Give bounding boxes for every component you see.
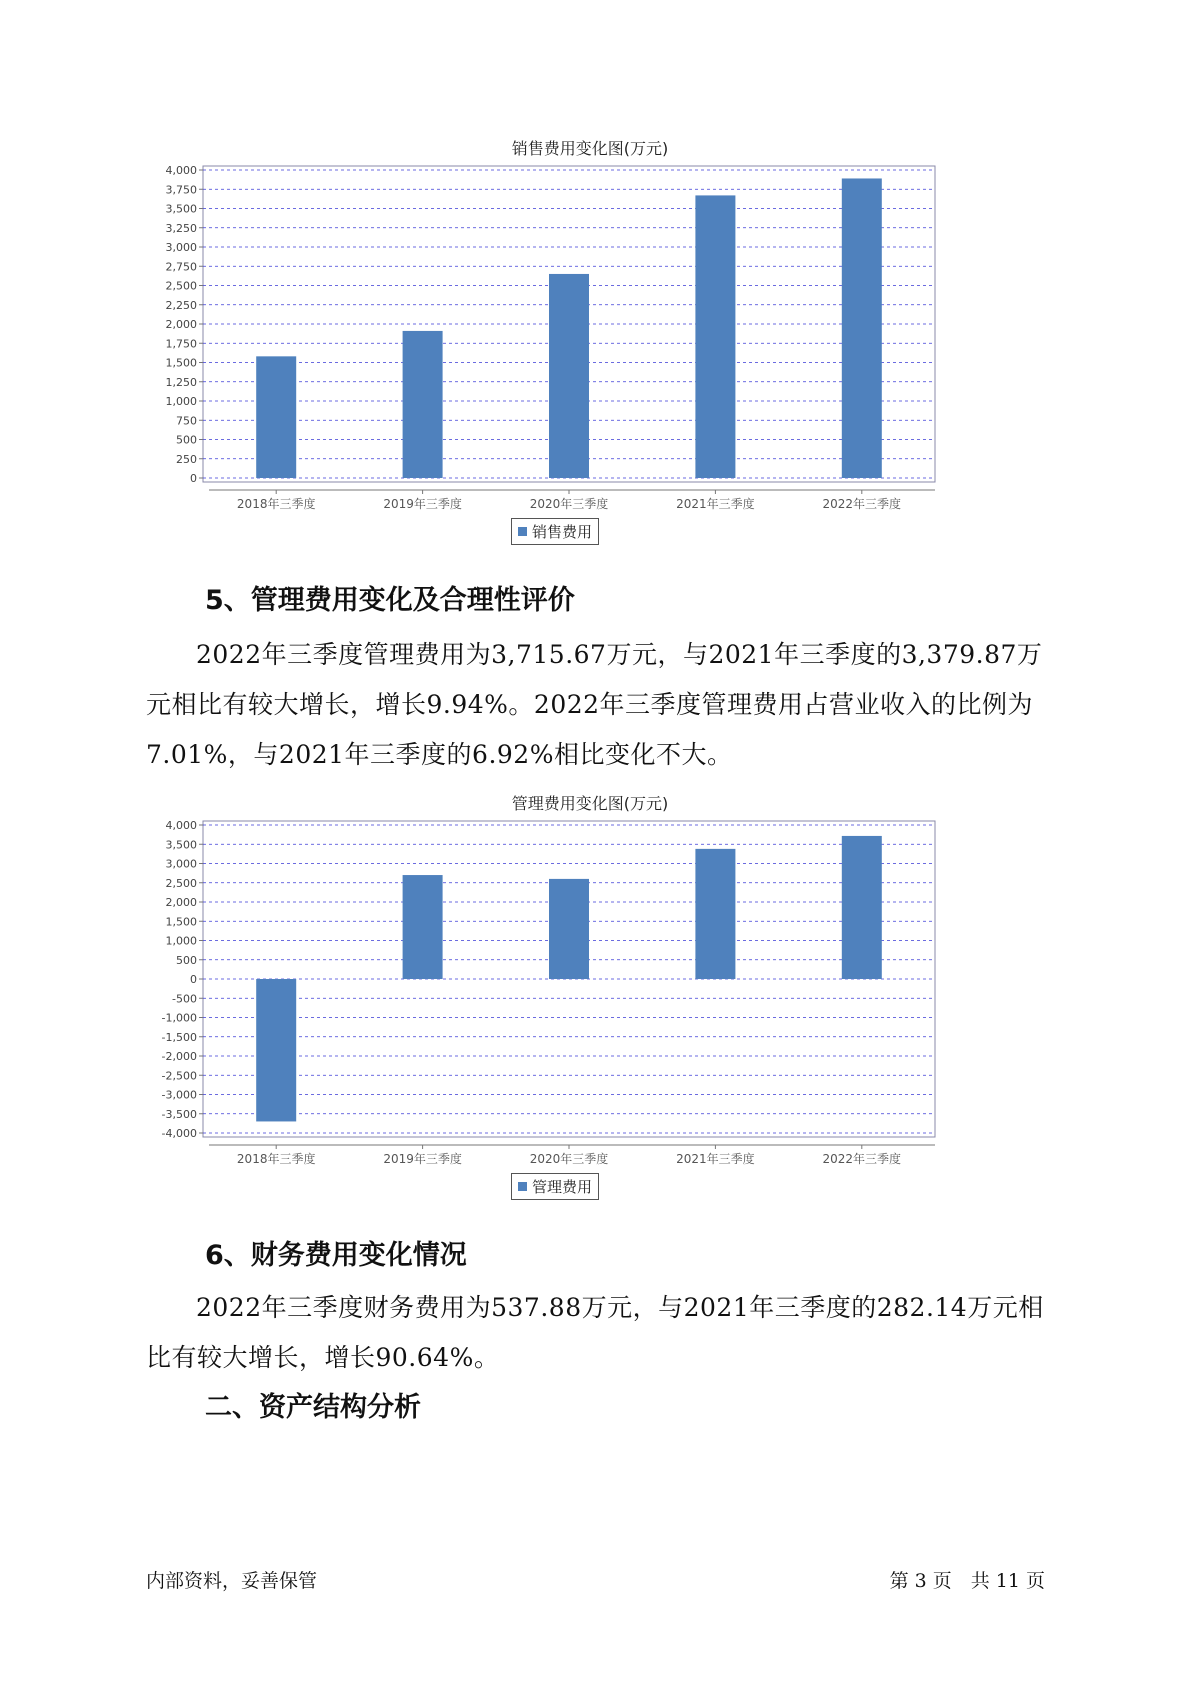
y-tick-label: 4,000 [165, 819, 197, 832]
y-tick-label: 0 [190, 472, 197, 485]
y-tick-label: 2,000 [165, 896, 197, 909]
chart-legend [511, 518, 599, 545]
y-tick-label: 3,000 [165, 241, 197, 254]
legend-swatch [518, 527, 527, 536]
asset-structure-heading: 二、资产结构分析 [205, 1392, 421, 1423]
x-tick-label: 2019年三季度 [383, 497, 462, 511]
legend-label: 管理费用 [532, 1178, 593, 1196]
admin-expense-chart [150, 785, 1030, 1205]
x-tick-label: 2019年三季度 [383, 1152, 462, 1166]
bar [549, 879, 589, 979]
section5-paragraph: 2022年三季度管理费用为3,715.67万元，与2021年三季度的3,379.87万元相比有较大增长，增长9.94%。2022年三季度管理费用占营业收入的比例为7.01%，与2021年三季度的6.92%相比变化不大。 [146, 640, 1043, 769]
y-tick-label: 500 [176, 953, 197, 967]
y-tick-label: -1,500 [161, 1030, 197, 1044]
y-tick-label: 3,500 [165, 838, 197, 852]
y-tick-label: 2,000 [165, 318, 197, 331]
section5-heading: 5、管理费用变化及合理性评价 [205, 585, 575, 616]
y-tick-label: 2,500 [165, 279, 197, 293]
y-tick-label: -3,500 [161, 1107, 197, 1121]
chart-title: 管理费用变化图(万元) [511, 794, 669, 813]
footer-confidential-note: 内部资料，妥善保管 [146, 1570, 318, 1592]
y-tick-label: 3,750 [165, 183, 197, 197]
bar [403, 875, 443, 979]
y-tick-label: -1,000 [161, 1011, 197, 1025]
y-tick-label: 3,000 [165, 857, 197, 871]
bar [842, 178, 882, 478]
y-tick-label: -4,000 [161, 1127, 197, 1140]
y-tick-label: 4,000 [165, 164, 197, 177]
y-tick-label: 2,750 [165, 260, 197, 274]
y-tick-label: 750 [176, 414, 197, 428]
y-tick-label: 3,500 [165, 202, 197, 216]
bar [695, 195, 735, 478]
y-tick-label: 1,000 [165, 395, 197, 408]
x-tick-label: 2018年三季度 [236, 497, 316, 511]
admin-expense-chart-svg [150, 815, 1030, 1195]
y-tick-label: 2,500 [165, 876, 197, 890]
y-tick-label: 1,250 [165, 375, 197, 389]
bar [256, 356, 296, 478]
x-tick-label: 2021年三季度 [676, 497, 755, 511]
y-tick-label: 1,000 [165, 934, 197, 948]
y-tick-label: 250 [176, 452, 197, 466]
sales-expense-chart [150, 130, 1030, 550]
y-tick-label: -2,000 [161, 1050, 197, 1063]
legend-swatch [518, 1182, 527, 1191]
bar [403, 331, 443, 478]
y-tick-label: -2,500 [161, 1069, 197, 1083]
chart-legend [511, 1173, 599, 1200]
footer-page-number: 第 3 页 共 11 页 [889, 1570, 1045, 1592]
x-tick-label: 2022年三季度 [822, 1152, 902, 1166]
chart-title: 销售费用变化图(万元) [511, 139, 669, 158]
y-tick-label: 1,750 [165, 337, 197, 351]
x-tick-label: 2021年三季度 [676, 1152, 755, 1166]
x-tick-label: 2018年三季度 [236, 1152, 316, 1166]
bar [256, 979, 296, 1121]
y-tick-label: 500 [176, 433, 197, 447]
y-tick-label: 0 [190, 973, 197, 986]
x-tick-label: 2020年三季度 [529, 1152, 609, 1166]
x-tick-label: 2022年三季度 [822, 497, 902, 511]
y-tick-label: 1,500 [165, 356, 197, 370]
y-tick-label: -500 [172, 992, 197, 1006]
y-tick-label: 3,250 [165, 221, 197, 235]
bar [695, 849, 735, 979]
legend-label: 销售费用 [532, 523, 593, 541]
section6-paragraph: 2022年三季度财务费用为537.88万元，与2021年三季度的282.14万元相比有较大增长，增长90.64%。 [146, 1293, 1044, 1372]
bar [549, 274, 589, 478]
y-tick-label: 1,500 [165, 915, 197, 929]
x-tick-label: 2020年三季度 [529, 497, 609, 511]
y-tick-label: -3,000 [161, 1088, 197, 1102]
y-tick-label: 2,250 [165, 298, 197, 312]
section6-heading: 6、财务费用变化情况 [205, 1240, 467, 1271]
sales-expense-chart-svg [150, 160, 1030, 540]
bar [842, 836, 882, 979]
